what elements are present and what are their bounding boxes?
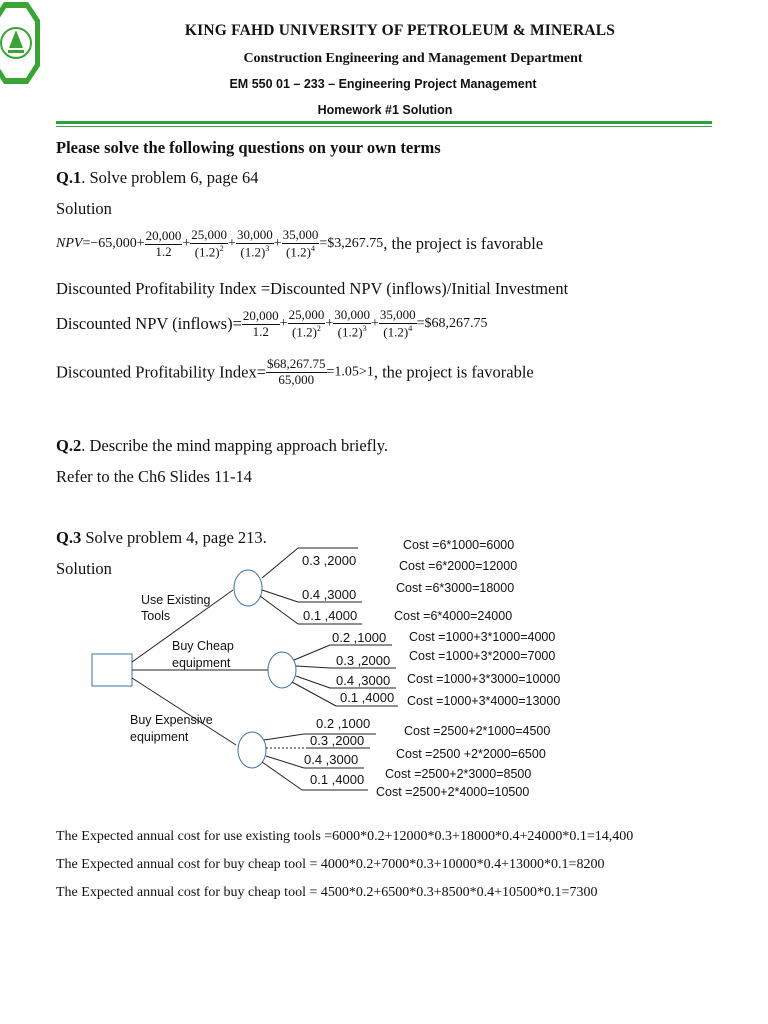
- department-name: Construction Engineering and Management Department: [243, 51, 583, 66]
- course-title: EM 550 01 – 233 – Engineering Project Management: [229, 77, 537, 91]
- dnpv-label: Discounted NPV (inflows)=: [56, 314, 242, 334]
- npv-equation: NPV=−65,000+ $\frac{20,000}{1.2}$ + $\frac{25,000}{(1.2)^2}$ + $\frac{30,000}{(1.2)^3}$ + $\frac{35,000}{(1.2)^4}$ =$3,267.75, the project is favorable: [56, 227, 544, 260]
- npv-lhs: NPV: [56, 236, 83, 252]
- cost-expensive-2: Cost =2500 +2*2000=6500: [396, 747, 546, 761]
- branch-existing-1: 0.3 ,2000: [302, 553, 357, 568]
- npv-term-1-num: 20,000: [145, 227, 182, 243]
- branch-cheap-2: 0.3 ,2000: [336, 653, 391, 668]
- dnpv-result: =$68,267.75: [416, 316, 488, 332]
- q2-answer: Refer to the Ch6 Slides 11-14: [56, 467, 252, 486]
- chance-node-expensive: [238, 732, 266, 768]
- dnpv-term-2-num: 25,000: [288, 307, 325, 322]
- dpi-conclusion: , the project is favorable: [373, 362, 534, 382]
- decision-label-expensive-line1: Buy Expensive: [130, 713, 213, 727]
- npv-term-3-den: (1.2): [240, 244, 266, 260]
- expected-cost-existing: The Expected annual cost for use existing tools =6000*0.2+12000*0.3+18000*0.4+24000*0.1=14,400: [56, 829, 634, 844]
- chance-node-existing: [234, 570, 262, 606]
- npv-term-4-exp: 4: [310, 243, 315, 253]
- decision-label-cheap: [172, 638, 234, 672]
- chance-node-cheap: [268, 652, 296, 688]
- decision-label-cheap-line1: Buy Cheap: [172, 639, 234, 653]
- cost-expensive-4: Cost =2500+2*4000=10500: [376, 785, 530, 799]
- dnpv-term-3-exp: 3: [362, 323, 367, 333]
- q1-solution-label: Solution: [56, 199, 112, 218]
- q3-solution-label: Solution: [56, 559, 112, 578]
- cost-expensive-3: Cost =2500+2*3000=8500: [385, 767, 532, 781]
- cost-existing-4: Cost =6*4000=24000: [394, 609, 513, 623]
- branch-existing-3: 0.1 ,4000: [303, 608, 358, 623]
- q2-text: . Describe the mind mapping approach briefly.: [81, 436, 389, 455]
- decision-label-cheap-line2: equipment: [172, 656, 231, 670]
- npv-term-2-den: (1.2): [194, 244, 220, 260]
- npv-term-2-num: 25,000: [191, 227, 228, 242]
- branch-expensive-3: 0.4 ,3000: [304, 752, 359, 767]
- dnpv-term-4-exp: 4: [408, 323, 413, 333]
- university-name: KING FAHD UNIVERSITY OF PETROLEUM & MINERALS: [184, 22, 616, 39]
- dnpv-equation: Discounted NPV (inflows)= $\frac{20,000}{1.2}$ + $\frac{25,000}{(1.2)^2}$ + $\frac{30,000}{(1.2)^3}$ + $\frac{35,000}{(1.2)^4}$ =$68,267.75: [56, 307, 488, 340]
- instructions: Please solve the following questions on your own terms: [56, 138, 441, 157]
- decision-label-existing: [141, 592, 210, 624]
- dpi-den: 65,000: [278, 371, 315, 387]
- decision-label-existing-line1: Use Existing: [141, 593, 211, 607]
- npv-term-3-exp: 3: [265, 243, 270, 253]
- q3-label: Q.3: [56, 528, 82, 547]
- npv-term-1-den: 1.2: [155, 243, 172, 259]
- branch-cheap-3: 0.4 ,3000: [336, 673, 391, 688]
- cost-cheap-1: Cost =1000+3*1000=4000: [409, 630, 556, 644]
- cost-cheap-2: Cost =1000+3*2000=7000: [409, 649, 556, 663]
- branch-expensive-2: 0.3 ,2000: [310, 733, 365, 748]
- npv-term-3-num: 30,000: [236, 227, 273, 242]
- npv-result: =$3,267.75: [319, 236, 384, 252]
- dpi-num: $68,267.75: [267, 356, 326, 371]
- decision-label-expensive-line2: equipment: [130, 730, 189, 744]
- dpi-result: =1.05>1: [326, 364, 374, 380]
- branch-cheap-4: 0.1 ,4000: [340, 690, 395, 705]
- cost-existing-3: Cost =6*3000=18000: [396, 581, 515, 595]
- cost-existing-1: Cost =6*1000=6000: [403, 538, 515, 552]
- branch-expensive-4: 0.1 ,4000: [310, 772, 365, 787]
- q1-text: . Solve problem 6, page 64: [81, 168, 259, 187]
- homework-title: Homework #1 Solution: [317, 103, 453, 117]
- branch-cheap-1: 0.2 ,1000: [332, 630, 387, 645]
- dpi-label: Discounted Profitability Index=: [56, 362, 267, 382]
- dnpv-term-1-num: 20,000: [242, 307, 279, 323]
- dnpv-term-2-den: (1.2): [291, 324, 317, 340]
- npv-initial: =−65,000+: [82, 236, 145, 252]
- q1-label: Q.1: [56, 168, 82, 187]
- expected-cost-cheap: The Expected annual cost for buy cheap tool = 4000*0.2+7000*0.3+10000*0.4+13000*0.1=8200: [56, 857, 605, 872]
- decision-label-expensive: [130, 712, 213, 746]
- q3-text: Solve problem 4, page 213.: [81, 528, 267, 547]
- cost-existing-2: Cost =6*2000=12000: [399, 559, 518, 573]
- q2-label: Q.2: [56, 436, 82, 455]
- cost-expensive-1: Cost =2500+2*1000=4500: [404, 724, 551, 738]
- dnpv-term-4-num: 35,000: [379, 307, 416, 322]
- cost-cheap-4: Cost =1000+3*4000=13000: [407, 694, 561, 708]
- dnpv-term-3-num: 30,000: [334, 307, 370, 322]
- npv-term-2-exp: 2: [219, 243, 224, 253]
- dpi-definition: Discounted Profitability Index =Discounted NPV (inflows)/Initial Investment: [56, 279, 569, 298]
- npv-term-4-num: 35,000: [282, 227, 319, 242]
- decision-node: [92, 654, 132, 686]
- dnpv-term-2-exp: 2: [316, 323, 321, 333]
- npv-conclusion: , the project is favorable: [383, 234, 544, 254]
- branch-existing-2: 0.4 ,3000: [302, 587, 357, 602]
- dnpv-term-4-den: (1.2): [383, 324, 409, 340]
- expected-cost-expensive: The Expected annual cost for buy cheap tool = 4500*0.2+6500*0.3+8500*0.4+10500*0.1=7300: [56, 885, 598, 900]
- cost-cheap-3: Cost =1000+3*3000=10000: [407, 672, 561, 686]
- decision-label-existing-line2: Tools: [141, 609, 171, 623]
- dnpv-term-3-den: (1.2): [337, 324, 363, 340]
- dnpv-term-1-den: 1.2: [252, 323, 269, 339]
- branch-expensive-1: 0.2 ,1000: [316, 716, 371, 731]
- npv-term-4-den: (1.2): [286, 244, 311, 260]
